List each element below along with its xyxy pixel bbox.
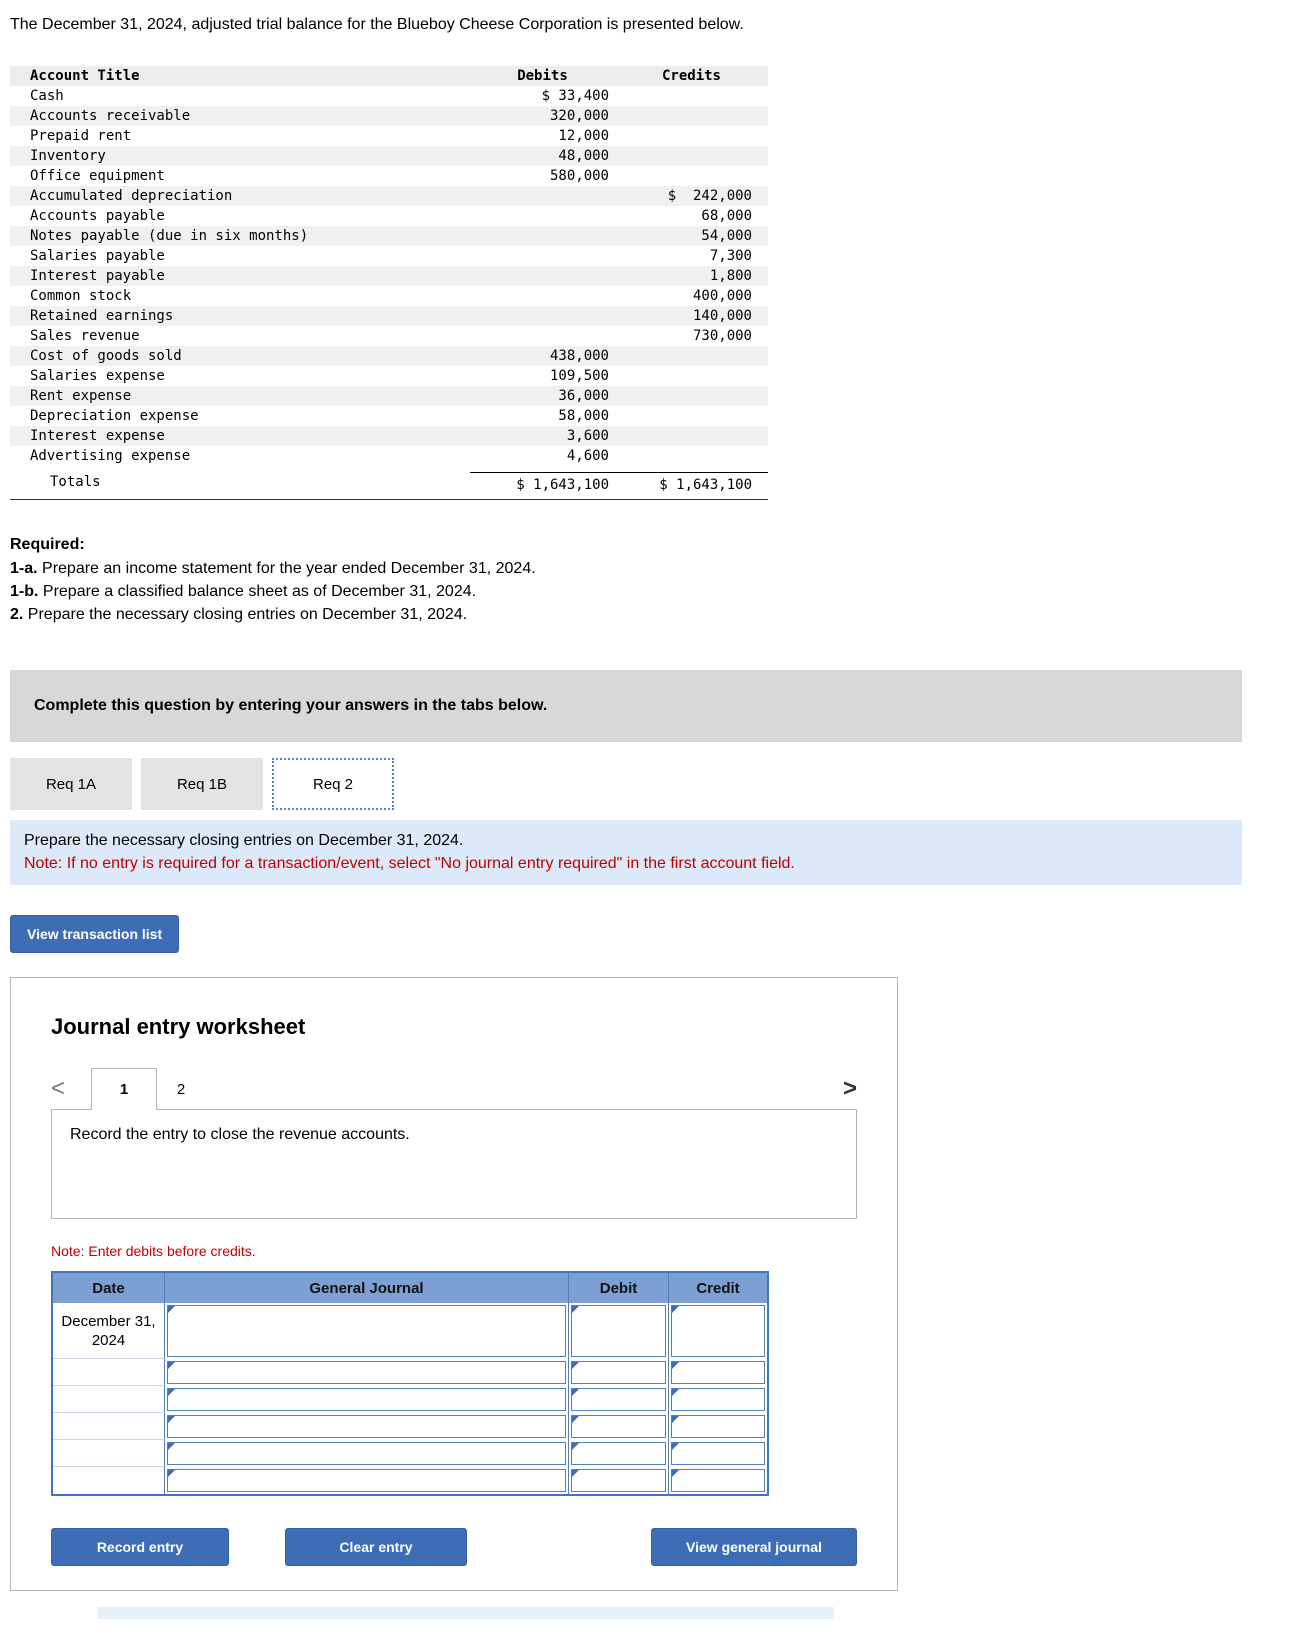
debit-cell xyxy=(470,306,615,326)
credit-cell xyxy=(615,106,768,126)
journal-table-header xyxy=(53,1273,767,1303)
required-item-text: Prepare a classified balance sheet as of December 31, 2024. xyxy=(42,583,477,600)
debit-cell xyxy=(470,206,615,226)
account-title-cell: Retained earnings xyxy=(30,308,174,324)
journal-date-cell xyxy=(53,1440,165,1467)
journal-account-cell xyxy=(165,1303,569,1359)
journal-row xyxy=(53,1413,767,1440)
journal-header-debit: Debit xyxy=(569,1273,669,1303)
journal-date-cell xyxy=(53,1467,165,1494)
trial-balance-table xyxy=(10,66,768,500)
table-row xyxy=(10,146,768,166)
journal-credit-cell xyxy=(669,1303,767,1359)
table-row xyxy=(10,126,768,146)
instruction-note: Note: If no entry is required for a transaction/event, select "No journal entry required" in the first account field. xyxy=(24,855,795,872)
trial-balance-totals xyxy=(10,472,768,495)
debit-cell: 12,000 xyxy=(558,128,609,144)
journal-credit-input[interactable] xyxy=(671,1388,765,1411)
journal-debit-cell xyxy=(569,1413,669,1440)
intro-text: The December 31, 2024, adjusted trial balance for the Blueboy Cheese Corporation is presented below. xyxy=(10,16,744,33)
debit-cell xyxy=(470,186,615,206)
table-row xyxy=(10,246,768,266)
account-title-cell: Salaries expense xyxy=(30,368,165,384)
table-row xyxy=(10,206,768,226)
col-header-credits: Credits xyxy=(661,68,721,84)
journal-header-date: Date xyxy=(53,1273,165,1303)
credit-cell: $ 242,000 xyxy=(667,188,752,204)
tab-req-2[interactable]: Req 2 xyxy=(272,758,394,810)
journal-credit-input[interactable] xyxy=(671,1469,765,1492)
journal-account-cell xyxy=(165,1359,569,1386)
journal-credit-cell xyxy=(669,1440,767,1467)
view-transaction-list-wrap xyxy=(10,915,1308,953)
required-label: Required: xyxy=(10,536,85,553)
tab-bar xyxy=(10,758,1308,810)
journal-credit-input[interactable] xyxy=(671,1442,765,1465)
debit-cell: 109,500 xyxy=(549,368,609,384)
credit-cell: 140,000 xyxy=(692,308,752,324)
worksheet-title: Journal entry worksheet xyxy=(51,1014,306,1039)
required-item xyxy=(10,583,1308,601)
table-row xyxy=(10,186,768,206)
journal-date-cell: December 31, 2024 xyxy=(53,1303,165,1359)
tab-req-1b[interactable]: Req 1B xyxy=(141,758,263,810)
account-title-cell: Accounts payable xyxy=(30,208,165,224)
table-row xyxy=(10,326,768,346)
required-section xyxy=(10,536,1308,624)
credit-cell xyxy=(615,366,768,386)
credit-cell: 730,000 xyxy=(692,328,752,344)
prompt-text: Record the entry to close the revenue accounts. xyxy=(70,1126,410,1143)
journal-table xyxy=(51,1271,769,1496)
clear-entry-button[interactable]: Clear entry xyxy=(285,1528,467,1566)
debit-cell: 320,000 xyxy=(549,108,609,124)
table-row xyxy=(10,446,768,466)
page-tabs xyxy=(91,1068,205,1110)
debit-cell xyxy=(470,286,615,306)
page-tab-2[interactable]: 2 xyxy=(176,1081,186,1098)
prev-page-chevron-icon[interactable]: < xyxy=(51,1075,66,1102)
next-section-peek xyxy=(98,1607,834,1619)
journal-account-input[interactable] xyxy=(167,1361,566,1384)
required-item-prefix: 2. xyxy=(10,606,24,623)
journal-account-input[interactable] xyxy=(167,1305,566,1357)
credit-cell xyxy=(615,126,768,146)
debit-cell: 36,000 xyxy=(558,388,609,404)
credit-cell: 400,000 xyxy=(692,288,752,304)
table-row xyxy=(10,106,768,126)
journal-debit-input[interactable] xyxy=(571,1305,666,1357)
required-item xyxy=(10,560,1308,578)
journal-rows xyxy=(53,1303,767,1494)
account-title-cell: Advertising expense xyxy=(30,448,191,464)
required-item xyxy=(10,606,1308,624)
journal-debit-input[interactable] xyxy=(571,1442,666,1465)
table-row xyxy=(10,226,768,246)
worksheet-actions xyxy=(51,1528,857,1566)
journal-account-input[interactable] xyxy=(167,1469,566,1492)
credit-cell: 7,300 xyxy=(709,248,752,264)
journal-account-cell xyxy=(165,1413,569,1440)
required-item-text: Prepare an income statement for the year ended December 31, 2024. xyxy=(42,560,536,577)
next-page-chevron-icon[interactable]: > xyxy=(842,1075,857,1102)
journal-account-input[interactable] xyxy=(167,1415,566,1438)
col-header-account-title: Account Title xyxy=(30,68,140,84)
account-title-cell: Depreciation expense xyxy=(30,408,199,424)
account-title-cell: Interest payable xyxy=(30,268,165,284)
journal-account-cell xyxy=(165,1386,569,1413)
journal-row xyxy=(53,1303,767,1359)
debits-before-credits-note: Note: Enter debits before credits. xyxy=(51,1243,256,1259)
journal-credit-input[interactable] xyxy=(671,1305,765,1357)
prompt-box xyxy=(51,1109,857,1219)
journal-debit-cell xyxy=(569,1359,669,1386)
tab-req-1a[interactable]: Req 1A xyxy=(10,758,132,810)
journal-debit-input[interactable] xyxy=(571,1388,666,1411)
table-row xyxy=(10,386,768,406)
account-title-cell: Notes payable (due in six months) xyxy=(30,228,309,244)
journal-header-credit: Credit xyxy=(696,1279,740,1297)
table-row xyxy=(10,426,768,446)
account-title-cell: Accumulated depreciation xyxy=(30,188,233,204)
journal-account-input[interactable] xyxy=(167,1388,566,1411)
table-row xyxy=(10,286,768,306)
journal-debit-cell xyxy=(569,1440,669,1467)
journal-credit-cell xyxy=(669,1413,767,1440)
journal-debit-input[interactable] xyxy=(571,1469,666,1492)
credit-cell xyxy=(615,166,768,186)
account-title-cell: Inventory xyxy=(30,148,106,164)
table-row xyxy=(10,306,768,326)
view-general-journal-button[interactable]: View general journal xyxy=(651,1528,857,1566)
journal-credit-input[interactable] xyxy=(671,1415,765,1438)
page-tab-1[interactable]: 1 xyxy=(91,1068,157,1110)
debit-cell: 3,600 xyxy=(566,428,609,444)
instruction-text: Prepare the necessary closing entries on December 31, 2024. xyxy=(24,832,464,849)
journal-account-input[interactable] xyxy=(167,1442,566,1465)
journal-date-cell xyxy=(53,1413,165,1440)
account-title-cell: Sales revenue xyxy=(30,328,140,344)
journal-credit-cell xyxy=(669,1359,767,1386)
credit-cell xyxy=(615,426,768,446)
trial-balance-rows xyxy=(10,86,768,466)
credit-cell xyxy=(615,86,768,106)
account-title-cell: Cash xyxy=(30,88,64,104)
table-row xyxy=(10,406,768,426)
debit-cell: 438,000 xyxy=(549,348,609,364)
journal-account-cell xyxy=(165,1467,569,1494)
account-title-cell: Prepaid rent xyxy=(30,128,132,144)
debit-cell xyxy=(470,226,615,246)
journal-date-cell xyxy=(53,1359,165,1386)
col-header-debits: Debits xyxy=(517,68,568,84)
credit-cell xyxy=(615,146,768,166)
table-row xyxy=(10,346,768,366)
journal-header-general-journal: General Journal xyxy=(165,1273,569,1303)
record-entry-button[interactable]: Record entry xyxy=(51,1528,229,1566)
journal-entry-worksheet-panel xyxy=(10,977,898,1591)
pager xyxy=(51,1068,857,1110)
journal-row xyxy=(53,1386,767,1413)
instruction-panel xyxy=(10,820,1242,885)
journal-date-cell xyxy=(53,1386,165,1413)
journal-debit-cell xyxy=(569,1386,669,1413)
credit-cell xyxy=(615,346,768,366)
complete-question-banner: Complete this question by entering your answers in the tabs below. xyxy=(10,670,1242,742)
credit-cell: 54,000 xyxy=(701,228,752,244)
account-title-cell: Interest expense xyxy=(30,428,165,444)
credit-cell xyxy=(615,406,768,426)
table-row xyxy=(10,86,768,106)
required-item-prefix: 1-b. xyxy=(10,583,39,600)
required-item-prefix: 1-a. xyxy=(10,560,38,577)
account-title-cell: Salaries payable xyxy=(30,248,165,264)
debit-cell: 580,000 xyxy=(549,168,609,184)
journal-credit-cell xyxy=(669,1467,767,1494)
journal-row xyxy=(53,1467,767,1494)
totals-credit: $ 1,643,100 xyxy=(615,472,768,495)
journal-debit-input[interactable] xyxy=(571,1415,666,1438)
credit-cell: 1,800 xyxy=(709,268,752,284)
credit-cell: 68,000 xyxy=(701,208,752,224)
account-title-cell: Cost of goods sold xyxy=(30,348,182,364)
debit-cell: 58,000 xyxy=(558,408,609,424)
journal-credit-input[interactable] xyxy=(671,1361,765,1384)
debit-cell: $ 33,400 xyxy=(541,88,609,104)
journal-account-cell xyxy=(165,1440,569,1467)
trial-balance-header xyxy=(10,66,768,86)
journal-credit-cell xyxy=(669,1386,767,1413)
credit-cell xyxy=(615,446,768,466)
account-title-cell: Accounts receivable xyxy=(30,108,191,124)
table-row xyxy=(10,166,768,186)
account-title-cell: Common stock xyxy=(30,288,132,304)
required-item-text: Prepare the necessary closing entries on December 31, 2024. xyxy=(27,606,468,623)
journal-debit-input[interactable] xyxy=(571,1361,666,1384)
totals-debit: $ 1,643,100 xyxy=(470,472,615,495)
debit-cell: 48,000 xyxy=(558,148,609,164)
totals-label: Totals xyxy=(50,474,101,490)
journal-debit-cell xyxy=(569,1467,669,1494)
account-title-cell: Rent expense xyxy=(30,388,132,404)
view-transaction-list-button[interactable]: View transaction list xyxy=(10,915,179,953)
journal-row xyxy=(53,1440,767,1467)
debit-cell: 4,600 xyxy=(566,448,609,464)
journal-debit-cell xyxy=(569,1303,669,1359)
table-row xyxy=(10,266,768,286)
journal-row xyxy=(53,1359,767,1386)
account-title-cell: Office equipment xyxy=(30,168,165,184)
debit-cell xyxy=(470,246,615,266)
table-row xyxy=(10,366,768,386)
credit-cell xyxy=(615,386,768,406)
debit-cell xyxy=(470,266,615,286)
debit-cell xyxy=(470,326,615,346)
